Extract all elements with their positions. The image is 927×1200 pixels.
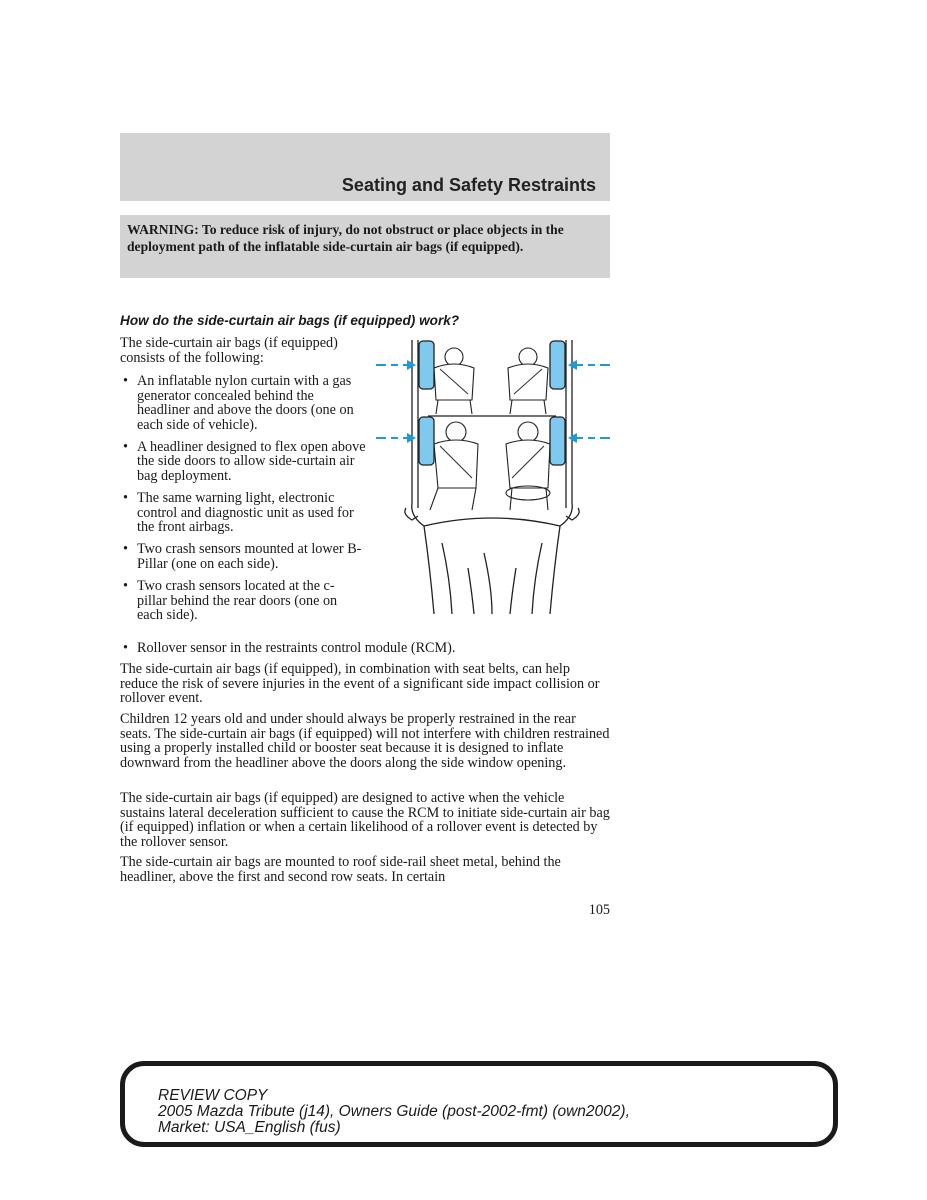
list-item: • An inflatable nylon curtain with a gas generator concealed behind the headliner and above the doors (one on each side of vehicle).: [120, 374, 369, 432]
footer-title: 2005 Mazda Tribute: [158, 1103, 295, 1120]
list-item: • Rollover sensor in the restraints control module (RCM).: [120, 641, 610, 656]
footer-title-code: (j14): [299, 1103, 331, 1120]
front-left-occupant: [430, 422, 478, 510]
front-right-occupant: [506, 422, 550, 510]
page-number: 105: [588, 902, 610, 918]
review-label: REVIEW COPY: [158, 1087, 268, 1104]
impact-arrows: [376, 360, 610, 443]
footer-market-label: Market:: [158, 1119, 210, 1136]
list-item: • Two crash sensors located at the c-pillar behind the rear doors (one on each side).: [120, 579, 362, 623]
list-item: • Two crash sensors mounted at lower B-Pillar (one on each side).: [120, 542, 369, 571]
rear-right-occupant: [508, 348, 548, 414]
side-curtain-airbag-diagram: [372, 338, 612, 616]
warning-box: WARNING: To reduce risk of injury, do not obstruct or place objects in the deployment path of the inflatable side-curtain air bags (if equipped).: [120, 215, 610, 278]
component-list: [120, 374, 380, 630]
intro-text: The side-curtain air bags (if equipped) consists of the following:: [120, 335, 338, 366]
list-item: • The same warning light, electronic control and diagnostic unit as used for the front airbags.: [120, 491, 362, 535]
occupants: [430, 348, 550, 510]
section-header-band: [120, 133, 610, 201]
footer-market-value: USA_English: [214, 1119, 306, 1136]
paragraph: Children 12 years old and under should always be properly restrained in the rear seats. The side-curtain air bags (if equipped) will not interfere with children restrained using a properly installed child or booster seat because it is designed to inflate downward from the headliner above the doors along the side window opening.: [120, 711, 610, 771]
paragraph: The side-curtain air bags are mounted to roof side-rail sheet metal, behind the headliner, above the first and second row seats. In certain: [120, 854, 561, 885]
section-heading: How do the side-curtain air bags (if equipped) work?: [120, 313, 460, 328]
section-title: Seating and Safety Restraints: [341, 175, 596, 195]
footer-market-code: (fus): [309, 1119, 341, 1136]
paragraph: The side-curtain air bags (if equipped) are designed to active when the vehicle sustains lateral deceleration sufficient to cause the RCM to initiate side-curtain air bag (if equipped) inflation or when a certain likelihood of a rollover event is detected by the rollover sensor.: [120, 790, 610, 850]
paragraph: The side-curtain air bags (if equipped), in combination with seat belts, can help reduce the risk of severe injuries in the event of a significant side impact collision or rollover event.: [120, 661, 600, 707]
rear-left-occupant: [434, 348, 474, 414]
footer-guide-code: (own2002): [552, 1103, 626, 1120]
footer-guide-end: ,: [625, 1103, 630, 1120]
footer-guide: , Owners Guide (post-2002-fmt): [330, 1103, 548, 1120]
review-footer-text: [158, 1088, 630, 1136]
list-item: • A headliner designed to flex open above the side doors to allow side-curtain air bag deployment.: [120, 440, 369, 484]
